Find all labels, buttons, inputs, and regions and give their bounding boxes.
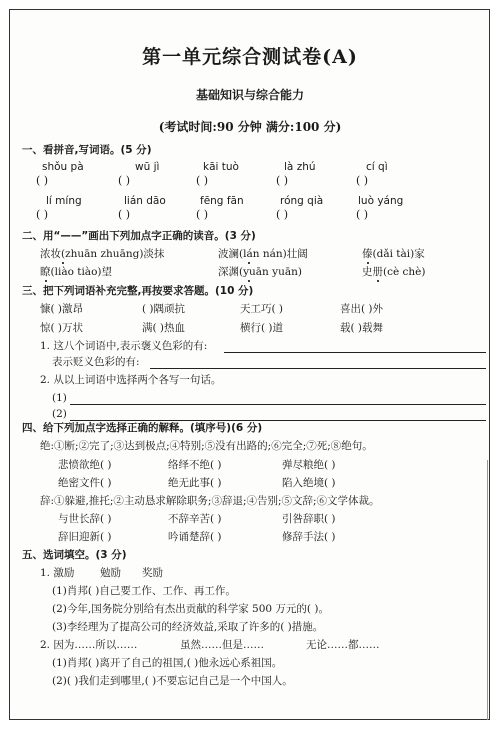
- pinyin: fēng fān: [200, 195, 244, 207]
- section3-heading: 三、把下列词语补充完整,再按要求答题。(10 分): [22, 285, 254, 297]
- fill-question[interactable]: (2)( )我们走到哪里,( )不要忘记自己是一个中国人。: [52, 675, 293, 687]
- reading-item[interactable]: 浓妆(zhuān zhuāng)淡抹: [40, 248, 165, 260]
- answer-label: (2): [52, 408, 67, 420]
- word-blank[interactable]: ( )隅顽抗: [142, 303, 186, 315]
- answer-blank[interactable]: ( ): [196, 174, 209, 187]
- reading-item[interactable]: 瞭(liào tiào)望: [40, 266, 112, 278]
- definition-list: 辞:①躲避,推托;②主动恳求解除职务;③辞退;④告别;⑤文辞;⑥文学体裁。: [40, 495, 380, 507]
- fill-question[interactable]: (2)今年,国务院分别给有杰出贡献的科学家 500 万元的( )。: [52, 603, 329, 615]
- word-blank[interactable]: 天工巧( ): [240, 303, 284, 315]
- emphasis-dot: [367, 262, 369, 264]
- word-option: 虽然……但是……: [180, 639, 264, 651]
- pinyin: shǒu pà: [42, 161, 84, 173]
- section5-heading: 五、选词填空。(3 分): [22, 549, 127, 561]
- reading-item[interactable]: 波澜(lán nán)壮阔: [218, 248, 308, 260]
- definition-list: 绝:①断;②完了;③达到极点;④特别;⑤没有出路的;⑥完全;⑦死;⑧绝句。: [40, 440, 373, 452]
- word-blank[interactable]: 载( )载舞: [340, 322, 384, 334]
- section4-heading: 四、给下列加点字选择正确的解释。(填序号)(6 分): [22, 422, 263, 434]
- question-text: 1. 这八个词语中,表示褒义色彩的有:: [40, 340, 208, 352]
- reading-item[interactable]: 傣(dǎi tài)家: [362, 248, 425, 260]
- pinyin: róng qià: [280, 195, 324, 207]
- answer-line[interactable]: [150, 368, 486, 369]
- word-choice[interactable]: 弹尽粮绝( ): [282, 459, 336, 471]
- pinyin: cí qì: [366, 161, 388, 173]
- answer-blank[interactable]: ( ): [276, 174, 289, 187]
- emphasis-dot: [377, 280, 379, 282]
- fill-question[interactable]: (3)李经理为了提高公司的经济效益,采取了许多的( )措施。: [52, 621, 324, 633]
- word-choice[interactable]: 吟诵楚辞( ): [168, 531, 222, 543]
- answer-blank[interactable]: ( ): [118, 174, 131, 187]
- word-blank[interactable]: 慷( )激昂: [40, 303, 84, 315]
- page-subtitle: 基础知识与综合能力: [195, 88, 304, 102]
- page-title: 第一单元综合测试卷(A): [142, 46, 358, 68]
- emphasis-dot: [45, 280, 47, 282]
- fill-question[interactable]: (1)肖邦( )自己要工作、工作、再工作。: [52, 585, 236, 597]
- answer-blank[interactable]: ( ): [356, 208, 369, 221]
- word-choice[interactable]: 与世长辞( ): [58, 513, 112, 525]
- section2-heading: 二、用“——”画出下列加点字正确的读音。(3 分): [22, 230, 256, 242]
- word-choice[interactable]: 辞旧迎新( ): [58, 531, 112, 543]
- word-option: 勉励: [100, 567, 121, 579]
- word-blank[interactable]: 横行( )道: [240, 322, 284, 334]
- answer-blank[interactable]: ( ): [36, 174, 49, 187]
- word-option: 2. 因为……所以……: [40, 639, 138, 651]
- word-choice[interactable]: 悲愤欲绝( ): [58, 459, 112, 471]
- word-option: 奖励: [142, 567, 163, 579]
- pinyin: luò yáng: [358, 195, 404, 207]
- answer-blank[interactable]: ( ): [196, 208, 209, 221]
- question-text: 表示贬义色彩的有:: [52, 356, 140, 368]
- answer-blank[interactable]: ( ): [356, 174, 369, 187]
- reading-item[interactable]: 史册(cè chè): [362, 266, 426, 278]
- answer-blank[interactable]: ( ): [36, 208, 49, 221]
- word-choice[interactable]: 绝无此事( ): [168, 477, 222, 489]
- pinyin: lí míng: [46, 195, 82, 207]
- word-blank[interactable]: 满( )热血: [142, 322, 186, 334]
- word-choice[interactable]: 陷入绝境( ): [282, 477, 336, 489]
- word-option: 无论……都……: [306, 639, 380, 651]
- word-blank[interactable]: 惊( )万状: [40, 322, 84, 334]
- emphasis-dot: [248, 262, 250, 264]
- word-blank[interactable]: 喜出( )外: [340, 303, 384, 315]
- pinyin: kāi tuò: [203, 161, 239, 173]
- pinyin: lián dāo: [124, 195, 166, 207]
- word-choice[interactable]: 不辞辛苦( ): [168, 513, 222, 525]
- question-text: 2. 从以上词语中选择两个各写一句话。: [40, 374, 222, 386]
- word-choice[interactable]: 络绎不绝( ): [168, 459, 222, 471]
- answer-label: (1): [52, 392, 67, 404]
- word-choice[interactable]: 修辞手法( ): [282, 531, 336, 543]
- section1-heading: 一、看拼音,写词语。(5 分): [22, 144, 152, 156]
- answer-line[interactable]: [70, 420, 486, 421]
- answer-line[interactable]: [70, 404, 486, 405]
- answer-line[interactable]: [224, 352, 486, 353]
- reading-item[interactable]: 深渊(yuān yuān): [218, 266, 302, 278]
- emphasis-dot: [62, 262, 64, 264]
- answer-blank[interactable]: ( ): [118, 208, 131, 221]
- pinyin: wū jì: [135, 161, 160, 173]
- exam-info: (考试时间:90 分钟 满分:100 分): [158, 120, 342, 134]
- word-choice[interactable]: 绝密文件( ): [58, 477, 112, 489]
- pinyin: là zhú: [284, 161, 316, 173]
- answer-blank[interactable]: ( ): [276, 208, 289, 221]
- page-edge-line: [487, 460, 488, 720]
- word-choice[interactable]: 引咎辞职( ): [282, 513, 336, 525]
- fill-question[interactable]: (1)肖邦( )离开了自己的祖国,( )他永远心系祖国。: [52, 657, 283, 669]
- word-option: 1. 激励: [40, 567, 75, 579]
- emphasis-dot: [248, 280, 250, 282]
